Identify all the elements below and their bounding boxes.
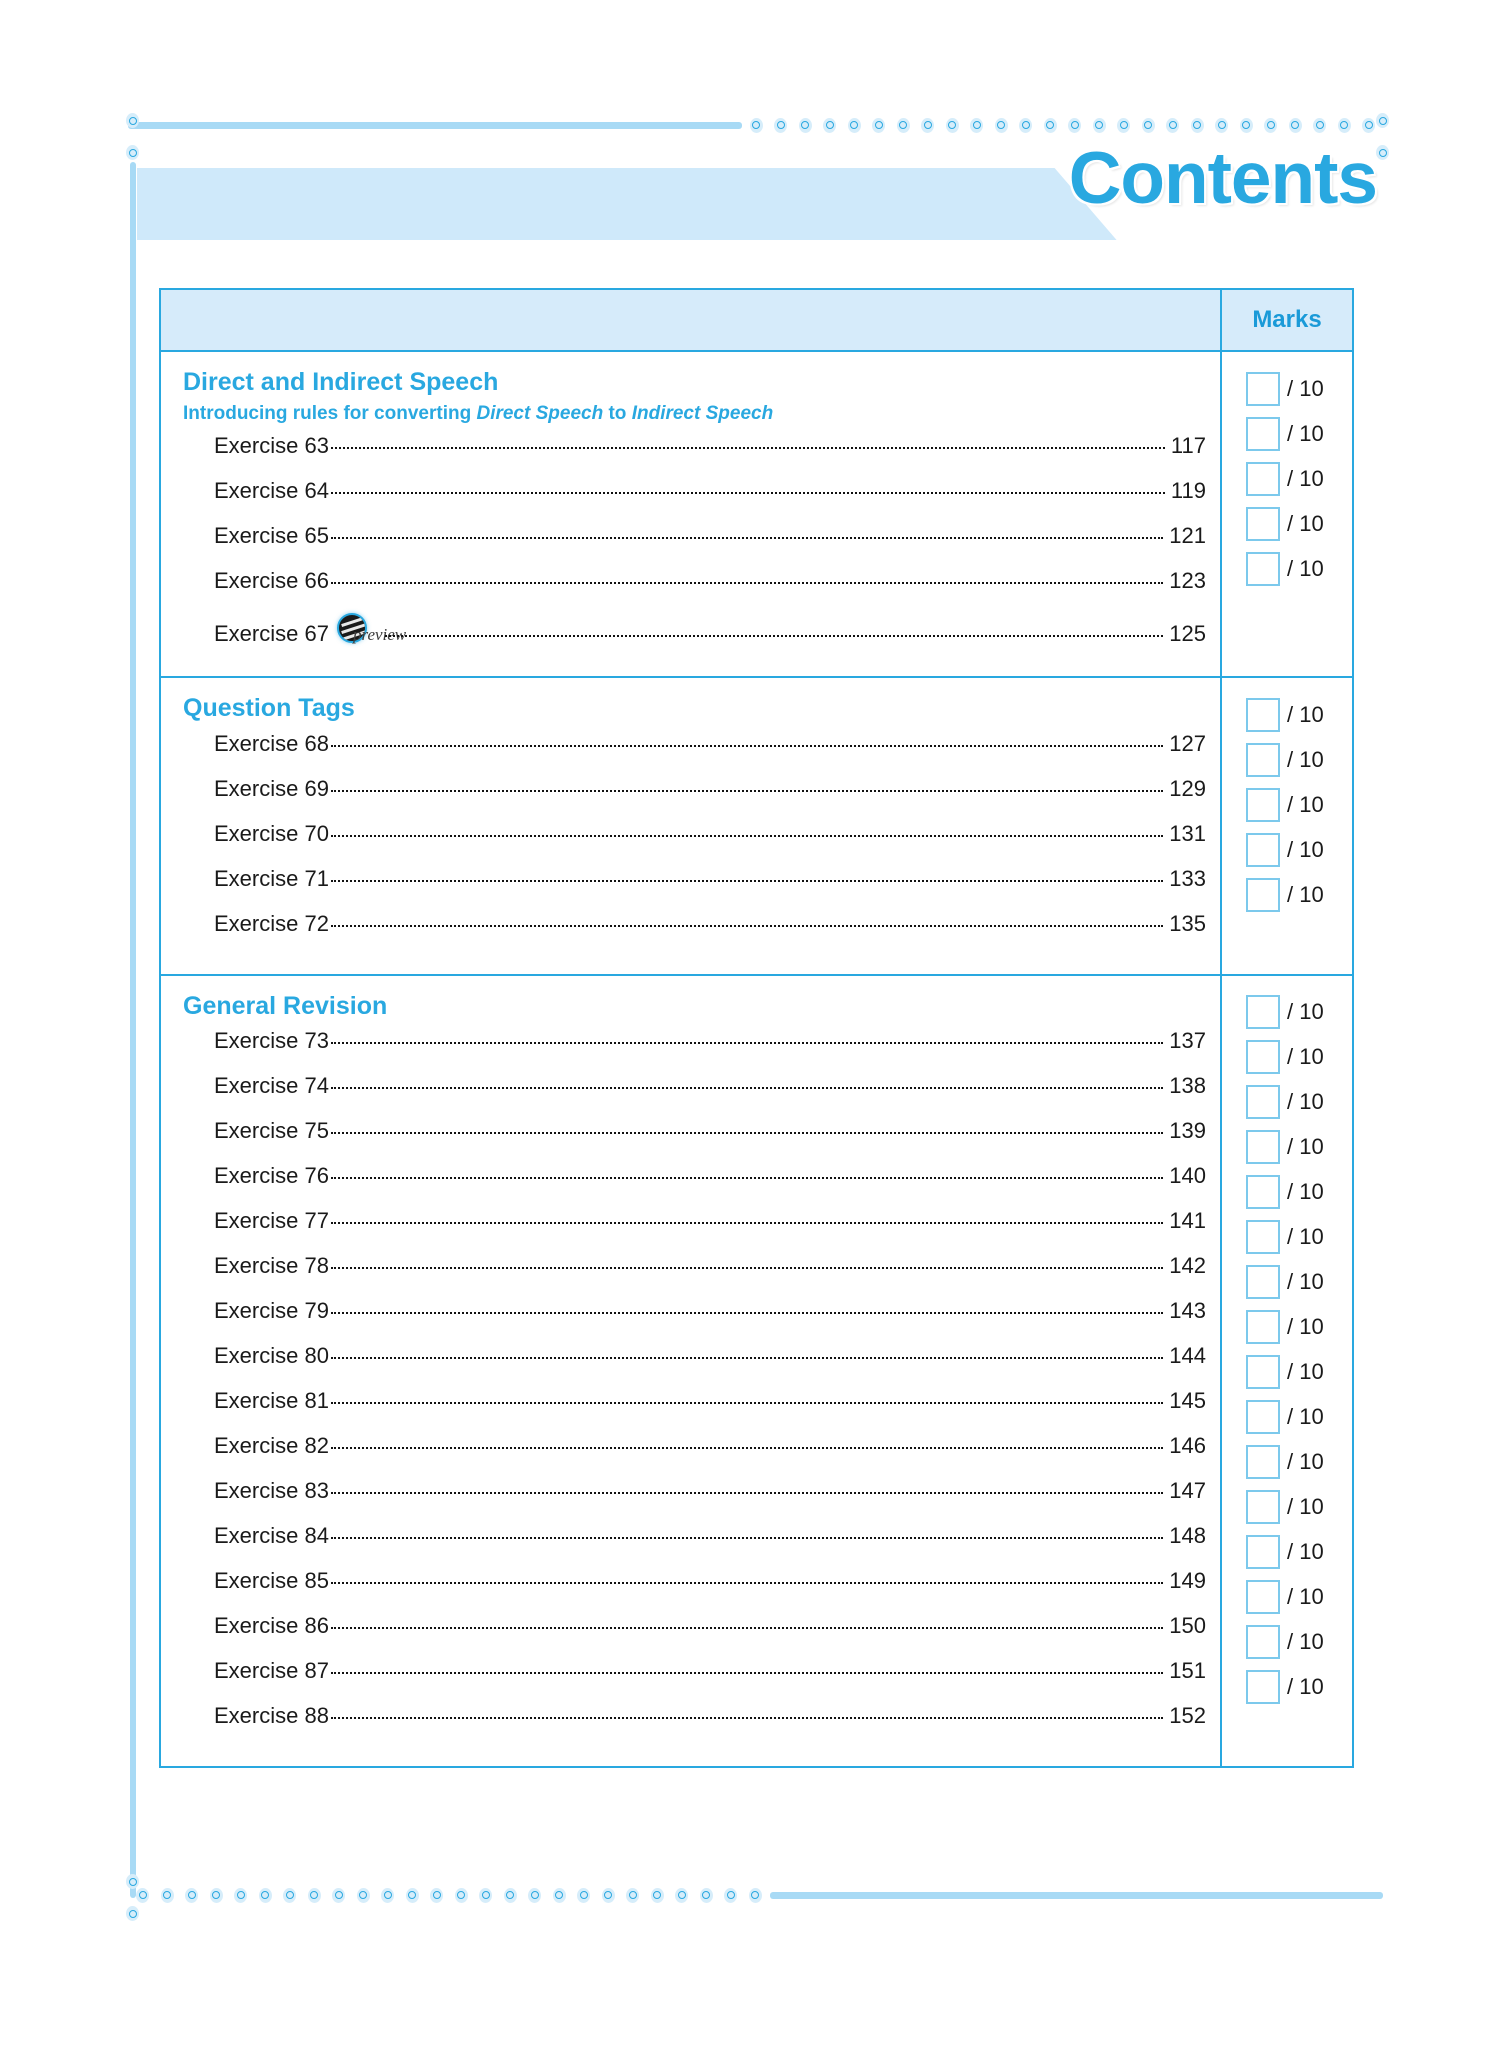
score-checkbox[interactable]: [1246, 1085, 1280, 1119]
dot-leader: [331, 880, 1163, 882]
decorative-dot-icon: [259, 1888, 272, 1903]
section-marks-column: [1222, 352, 1352, 676]
entry-label: Exercise 73: [214, 1028, 329, 1054]
contents-entry-row[interactable]: [161, 1568, 1220, 1613]
score-checkbox[interactable]: [1246, 1355, 1280, 1389]
decorative-dot-icon: [1240, 118, 1253, 133]
marks-entry: [1222, 782, 1352, 827]
score-checkbox[interactable]: [1246, 1580, 1280, 1614]
entry-page-number: 146: [1169, 1433, 1206, 1459]
entry-label: Exercise 88: [214, 1703, 329, 1729]
sections-container: [161, 352, 1352, 1766]
decorative-dot-icon: [799, 118, 812, 133]
max-mark-label: / 10: [1287, 375, 1324, 401]
contents-entry-row[interactable]: [161, 731, 1220, 776]
decorative-dot-icon: [126, 1906, 139, 1921]
decorative-dot-icon: [136, 1888, 149, 1903]
score-checkbox[interactable]: [1246, 1535, 1280, 1569]
preview-badge-label: preview: [352, 625, 407, 645]
max-mark-label: / 10: [1287, 791, 1324, 817]
dot-leader: [331, 537, 1163, 539]
score-checkbox[interactable]: [1246, 1310, 1280, 1344]
marks-entry: [1222, 1620, 1352, 1665]
marks-entry: [1222, 692, 1352, 737]
decorative-line: [770, 1892, 1384, 1899]
contents-section: [161, 352, 1352, 678]
entry-page-number: 135: [1169, 910, 1206, 936]
max-mark-label: / 10: [1287, 1044, 1324, 1070]
contents-entry-row[interactable]: [161, 1478, 1220, 1523]
entry-label: Exercise 74: [214, 1073, 329, 1099]
score-checkbox[interactable]: [1246, 1130, 1280, 1164]
max-mark-label: / 10: [1287, 1584, 1324, 1610]
entry-label: Exercise 76: [214, 1163, 329, 1189]
max-mark-label: / 10: [1287, 836, 1324, 862]
contents-entry-row[interactable]: [161, 1118, 1220, 1163]
marks-entry: [1222, 1260, 1352, 1305]
decorative-dot-icon: [1376, 145, 1389, 160]
decorative-dot-icon: [553, 1888, 566, 1903]
entry-page-number: 142: [1169, 1253, 1206, 1279]
decorative-dot-icon: [283, 1888, 296, 1903]
dot-leader: [331, 1672, 1163, 1674]
decorative-dot-icon: [308, 1888, 321, 1903]
contents-entry-row[interactable]: [161, 1073, 1220, 1118]
decorative-dot-icon: [126, 145, 139, 160]
decorative-dot-icon: [234, 1888, 247, 1903]
dot-leader: [331, 1627, 1163, 1629]
dot-leader: [331, 1177, 1163, 1179]
decorative-dot-icon: [126, 1874, 139, 1889]
max-mark-label: / 10: [1287, 1089, 1324, 1115]
max-mark-label: / 10: [1287, 1359, 1324, 1385]
section-heading: Question Tags: [183, 694, 355, 723]
entry-page-number: 143: [1169, 1298, 1206, 1324]
score-checkbox[interactable]: [1246, 698, 1280, 732]
score-checkbox[interactable]: [1246, 1670, 1280, 1704]
section-heading: General Revision: [183, 991, 388, 1020]
entry-label: Exercise 77: [214, 1208, 329, 1234]
entry-page-number: 151: [1169, 1658, 1206, 1684]
entry-page-number: 138: [1169, 1073, 1206, 1099]
contents-entry-row[interactable]: [161, 1523, 1220, 1568]
entry-page-number: 144: [1169, 1343, 1206, 1369]
entry-label: Exercise 67: [214, 621, 329, 647]
score-checkbox[interactable]: [1246, 1445, 1280, 1479]
section-entries-column: [161, 678, 1222, 974]
decorative-dot-icon: [774, 118, 787, 133]
max-mark-label: / 10: [1287, 1134, 1324, 1160]
score-checkbox[interactable]: [1246, 1400, 1280, 1434]
decorative-line: [128, 122, 742, 129]
decorative-dot-icon: [430, 1888, 443, 1903]
decorative-dot-icon: [479, 1888, 492, 1903]
score-checkbox[interactable]: [1246, 833, 1280, 867]
entry-page-number: 125: [1169, 621, 1206, 647]
entry-label: Exercise 87: [214, 1658, 329, 1684]
contents-entry-row[interactable]: [161, 613, 1220, 658]
section-marks-column: [1222, 976, 1352, 1767]
dot-leader: [331, 447, 1165, 449]
marks-entry: [1222, 1485, 1352, 1530]
contents-entry-row[interactable]: [161, 433, 1220, 478]
section-subheading: [161, 400, 1220, 428]
contents-entry-row[interactable]: [161, 911, 1220, 956]
decorative-dot-row: [742, 118, 1384, 133]
max-mark-label: / 10: [1287, 420, 1324, 446]
entry-label: Exercise 75: [214, 1118, 329, 1144]
decorative-dot-icon: [161, 1888, 174, 1903]
max-mark-label: / 10: [1287, 555, 1324, 581]
table-header-marks-col: Marks: [1252, 306, 1322, 333]
decorative-dot-row: [128, 1888, 770, 1903]
entry-rows: [161, 1028, 1220, 1748]
bottom-decorative-border: [128, 1888, 1383, 1902]
marks-entry: [1222, 1575, 1352, 1620]
decorative-dot-icon: [210, 1888, 223, 1903]
entry-page-number: 121: [1169, 523, 1206, 549]
score-checkbox[interactable]: [1246, 507, 1280, 541]
contents-entry-row[interactable]: [161, 1163, 1220, 1208]
marks-entry: [1222, 737, 1352, 782]
marks-entry: [1222, 872, 1352, 917]
contents-entry-row[interactable]: [161, 866, 1220, 911]
max-mark-label: / 10: [1287, 1449, 1324, 1475]
decorative-dot-icon: [332, 1888, 345, 1903]
marks-entry: [1222, 546, 1352, 591]
entry-page-number: 150: [1169, 1613, 1206, 1639]
marks-entry: [1222, 1305, 1352, 1350]
table-header-row: [161, 290, 1352, 352]
max-mark-label: / 10: [1287, 1269, 1324, 1295]
decorative-dot-icon: [357, 1888, 370, 1903]
decorative-dot-icon: [504, 1888, 517, 1903]
subheading-text: Introducing rules for converting: [183, 402, 477, 424]
score-checkbox[interactable]: [1246, 1625, 1280, 1659]
dot-leader: [331, 1717, 1163, 1719]
right-decorative-rail: [1376, 118, 1389, 178]
entry-page-number: 119: [1170, 478, 1206, 504]
dot-leader: [331, 1222, 1163, 1224]
score-checkbox[interactable]: [1246, 1040, 1280, 1074]
entry-label: Exercise 78: [214, 1253, 329, 1279]
contents-entry-row[interactable]: [161, 1343, 1220, 1388]
decorative-dot-icon: [700, 1888, 713, 1903]
decorative-dot-icon: [1117, 118, 1130, 133]
max-mark-label: / 10: [1287, 1539, 1324, 1565]
left-decorative-rail: [129, 118, 137, 1902]
dot-leader: [331, 745, 1163, 747]
decorative-dot-icon: [577, 1888, 590, 1903]
entry-label: Exercise 70: [214, 820, 329, 846]
decorative-dot-icon: [750, 118, 763, 133]
max-mark-label: / 10: [1287, 510, 1324, 536]
contents-entry-row[interactable]: [161, 776, 1220, 821]
contents-entry-row[interactable]: [161, 1613, 1220, 1658]
marks-entry: [1222, 1530, 1352, 1575]
marks-entry: [1222, 1665, 1352, 1710]
preview-watermark-icon: [337, 617, 407, 645]
score-checkbox[interactable]: [1246, 1265, 1280, 1299]
max-mark-label: / 10: [1287, 465, 1324, 491]
subheading-emphasis-indirect-speech: Indirect Speech: [631, 402, 774, 424]
dot-leader: [331, 492, 1165, 494]
decorative-dot-icon: [995, 118, 1008, 133]
marks-entry: [1222, 1350, 1352, 1395]
entry-rows: [161, 731, 1220, 956]
score-checkbox[interactable]: [1246, 788, 1280, 822]
dot-leader: [331, 1087, 1163, 1089]
marks-entry: [1222, 1215, 1352, 1260]
contents-entry-row[interactable]: [161, 1658, 1220, 1703]
contents-entry-row[interactable]: [161, 1028, 1220, 1073]
max-mark-label: / 10: [1287, 1224, 1324, 1250]
dot-leader: [331, 1447, 1163, 1449]
entry-page-number: 148: [1169, 1523, 1206, 1549]
max-mark-label: / 10: [1287, 1674, 1324, 1700]
dot-leader: [331, 835, 1163, 837]
score-checkbox[interactable]: [1246, 995, 1280, 1029]
max-mark-label: / 10: [1287, 1179, 1324, 1205]
entry-page-number: 137: [1169, 1028, 1206, 1054]
decorative-dot-icon: [185, 1888, 198, 1903]
entry-label: Exercise 83: [214, 1478, 329, 1504]
score-checkbox[interactable]: [1246, 743, 1280, 777]
marks-entry: [1222, 1125, 1352, 1170]
marks-entry: [1222, 456, 1352, 501]
entry-label: Exercise 63: [214, 433, 329, 459]
decorative-dot-icon: [897, 118, 910, 133]
table-header-contents-col: [161, 290, 1222, 350]
dot-leader: [385, 635, 1163, 637]
score-checkbox[interactable]: [1246, 878, 1280, 912]
dot-leader: [331, 1582, 1163, 1584]
decorative-dot-icon: [1264, 118, 1277, 133]
marks-entry: [1222, 1035, 1352, 1080]
score-checkbox[interactable]: [1246, 417, 1280, 451]
contents-entry-row[interactable]: [161, 1208, 1220, 1253]
dot-leader: [331, 790, 1163, 792]
score-checkbox[interactable]: [1246, 1175, 1280, 1209]
decorative-dot-icon: [946, 118, 959, 133]
entry-page-number: 140: [1169, 1163, 1206, 1189]
score-checkbox[interactable]: [1246, 462, 1280, 496]
decorative-dot-icon: [1166, 118, 1179, 133]
decorative-dot-icon: [1068, 118, 1081, 133]
marks-entry: [1222, 1080, 1352, 1125]
decorative-dot-icon: [1093, 118, 1106, 133]
marks-entry: [1222, 1395, 1352, 1440]
decorative-dot-icon: [921, 118, 934, 133]
max-mark-label: / 10: [1287, 881, 1324, 907]
section-entries-column: [161, 352, 1222, 676]
decorative-dot-icon: [528, 1888, 541, 1903]
contents-section: [161, 976, 1352, 1767]
decorative-dot-icon: [1019, 118, 1032, 133]
marks-entry: [1222, 501, 1352, 546]
dot-leader: [331, 1492, 1163, 1494]
decorative-dot-icon: [1044, 118, 1057, 133]
max-mark-label: / 10: [1287, 701, 1324, 727]
entry-page-number: 152: [1169, 1703, 1206, 1729]
entry-label: Exercise 71: [214, 865, 329, 891]
score-checkbox[interactable]: [1246, 1490, 1280, 1524]
decorative-dot-icon: [848, 118, 861, 133]
decorative-dot-icon: [1142, 118, 1155, 133]
contents-entry-row[interactable]: [161, 1388, 1220, 1433]
score-checkbox[interactable]: [1246, 552, 1280, 586]
decorative-dot-icon: [651, 1888, 664, 1903]
contents-entry-row[interactable]: [161, 1298, 1220, 1343]
max-mark-label: / 10: [1287, 1314, 1324, 1340]
entry-label: Exercise 66: [214, 568, 329, 594]
decorative-dot-icon: [455, 1888, 468, 1903]
marks-entry: [1222, 990, 1352, 1035]
entry-page-number: 133: [1169, 865, 1206, 891]
contents-section: [161, 678, 1352, 976]
entry-label: Exercise 68: [214, 730, 329, 756]
decorative-dot-icon: [872, 118, 885, 133]
marks-entry: [1222, 1440, 1352, 1485]
subheading-emphasis-direct-speech: Direct Speech: [476, 402, 604, 424]
contents-entry-row[interactable]: [161, 523, 1220, 568]
page-title: Contents: [1068, 138, 1377, 219]
decorative-dot-icon: [1215, 118, 1228, 133]
dot-leader: [331, 582, 1163, 584]
contents-entry-row[interactable]: [161, 1253, 1220, 1298]
decorative-dot-icon: [1376, 113, 1389, 128]
max-mark-label: / 10: [1287, 999, 1324, 1025]
dot-leader: [331, 1357, 1163, 1359]
subheading-connector: to: [603, 402, 632, 424]
decorative-dot-icon: [1289, 118, 1302, 133]
decorative-dot-icon: [381, 1888, 394, 1903]
entry-label: Exercise 69: [214, 775, 329, 801]
dot-leader: [331, 1402, 1163, 1404]
max-mark-label: / 10: [1287, 746, 1324, 772]
decorative-dot-icon: [1313, 118, 1326, 133]
entry-label: Exercise 80: [214, 1343, 329, 1369]
entry-page-number: 131: [1169, 820, 1206, 846]
entry-label: Exercise 85: [214, 1568, 329, 1594]
contents-entry-row[interactable]: [161, 1433, 1220, 1478]
entry-label: Exercise 72: [214, 910, 329, 936]
entry-label: Exercise 86: [214, 1613, 329, 1639]
marks-entry: [1222, 366, 1352, 411]
marks-entry: [1222, 827, 1352, 872]
decorative-dot-icon: [970, 118, 983, 133]
entry-page-number: 117: [1170, 433, 1206, 459]
decorative-dot-icon: [406, 1888, 419, 1903]
dot-leader: [331, 925, 1163, 927]
decorative-dot-icon: [602, 1888, 615, 1903]
marks-entry: [1222, 411, 1352, 456]
max-mark-label: / 10: [1287, 1629, 1324, 1655]
decorative-dot-icon: [724, 1888, 737, 1903]
decorative-dot-icon: [126, 113, 139, 128]
dot-leader: [331, 1132, 1163, 1134]
contents-entry-row[interactable]: [161, 568, 1220, 613]
section-entries-column: [161, 976, 1222, 1767]
entry-label: Exercise 81: [214, 1388, 329, 1414]
entry-rows: [161, 433, 1220, 658]
section-heading: Direct and Indirect Speech: [183, 368, 499, 396]
dot-leader: [331, 1312, 1163, 1314]
decorative-dot-icon: [1338, 118, 1351, 133]
entry-page-number: 127: [1169, 730, 1206, 756]
max-mark-label: / 10: [1287, 1494, 1324, 1520]
contents-entry-row[interactable]: [161, 821, 1220, 866]
entry-page-number: 141: [1169, 1208, 1206, 1234]
contents-entry-row[interactable]: [161, 478, 1220, 523]
marks-entry: [1222, 1170, 1352, 1215]
entry-page-number: 123: [1169, 568, 1206, 594]
score-checkbox[interactable]: [1246, 1220, 1280, 1254]
entry-page-number: 145: [1169, 1388, 1206, 1414]
decorative-line: [130, 162, 136, 1898]
dot-leader: [331, 1042, 1163, 1044]
decorative-dot-icon: [1362, 118, 1375, 133]
dot-leader: [331, 1267, 1163, 1269]
decorative-dot-icon: [749, 1888, 762, 1903]
section-marks-column: [1222, 678, 1352, 974]
dot-leader: [331, 1537, 1163, 1539]
decorative-dot-icon: [823, 118, 836, 133]
entry-label: Exercise 65: [214, 523, 329, 549]
decorative-dot-icon: [1191, 118, 1204, 133]
entry-page-number: 129: [1169, 775, 1206, 801]
entry-page-number: 139: [1169, 1118, 1206, 1144]
contents-entry-row[interactable]: [161, 1703, 1220, 1748]
entry-label: Exercise 64: [214, 478, 329, 504]
top-decorative-border: [128, 118, 1383, 132]
entry-page-number: 149: [1169, 1568, 1206, 1594]
contents-table: [159, 288, 1354, 1768]
score-checkbox[interactable]: [1246, 372, 1280, 406]
decorative-dot-icon: [675, 1888, 688, 1903]
entry-label: Exercise 82: [214, 1433, 329, 1459]
entry-label: Exercise 84: [214, 1523, 329, 1549]
decorative-dot-icon: [626, 1888, 639, 1903]
max-mark-label: / 10: [1287, 1404, 1324, 1430]
entry-label: Exercise 79: [214, 1298, 329, 1324]
entry-page-number: 147: [1169, 1478, 1206, 1504]
